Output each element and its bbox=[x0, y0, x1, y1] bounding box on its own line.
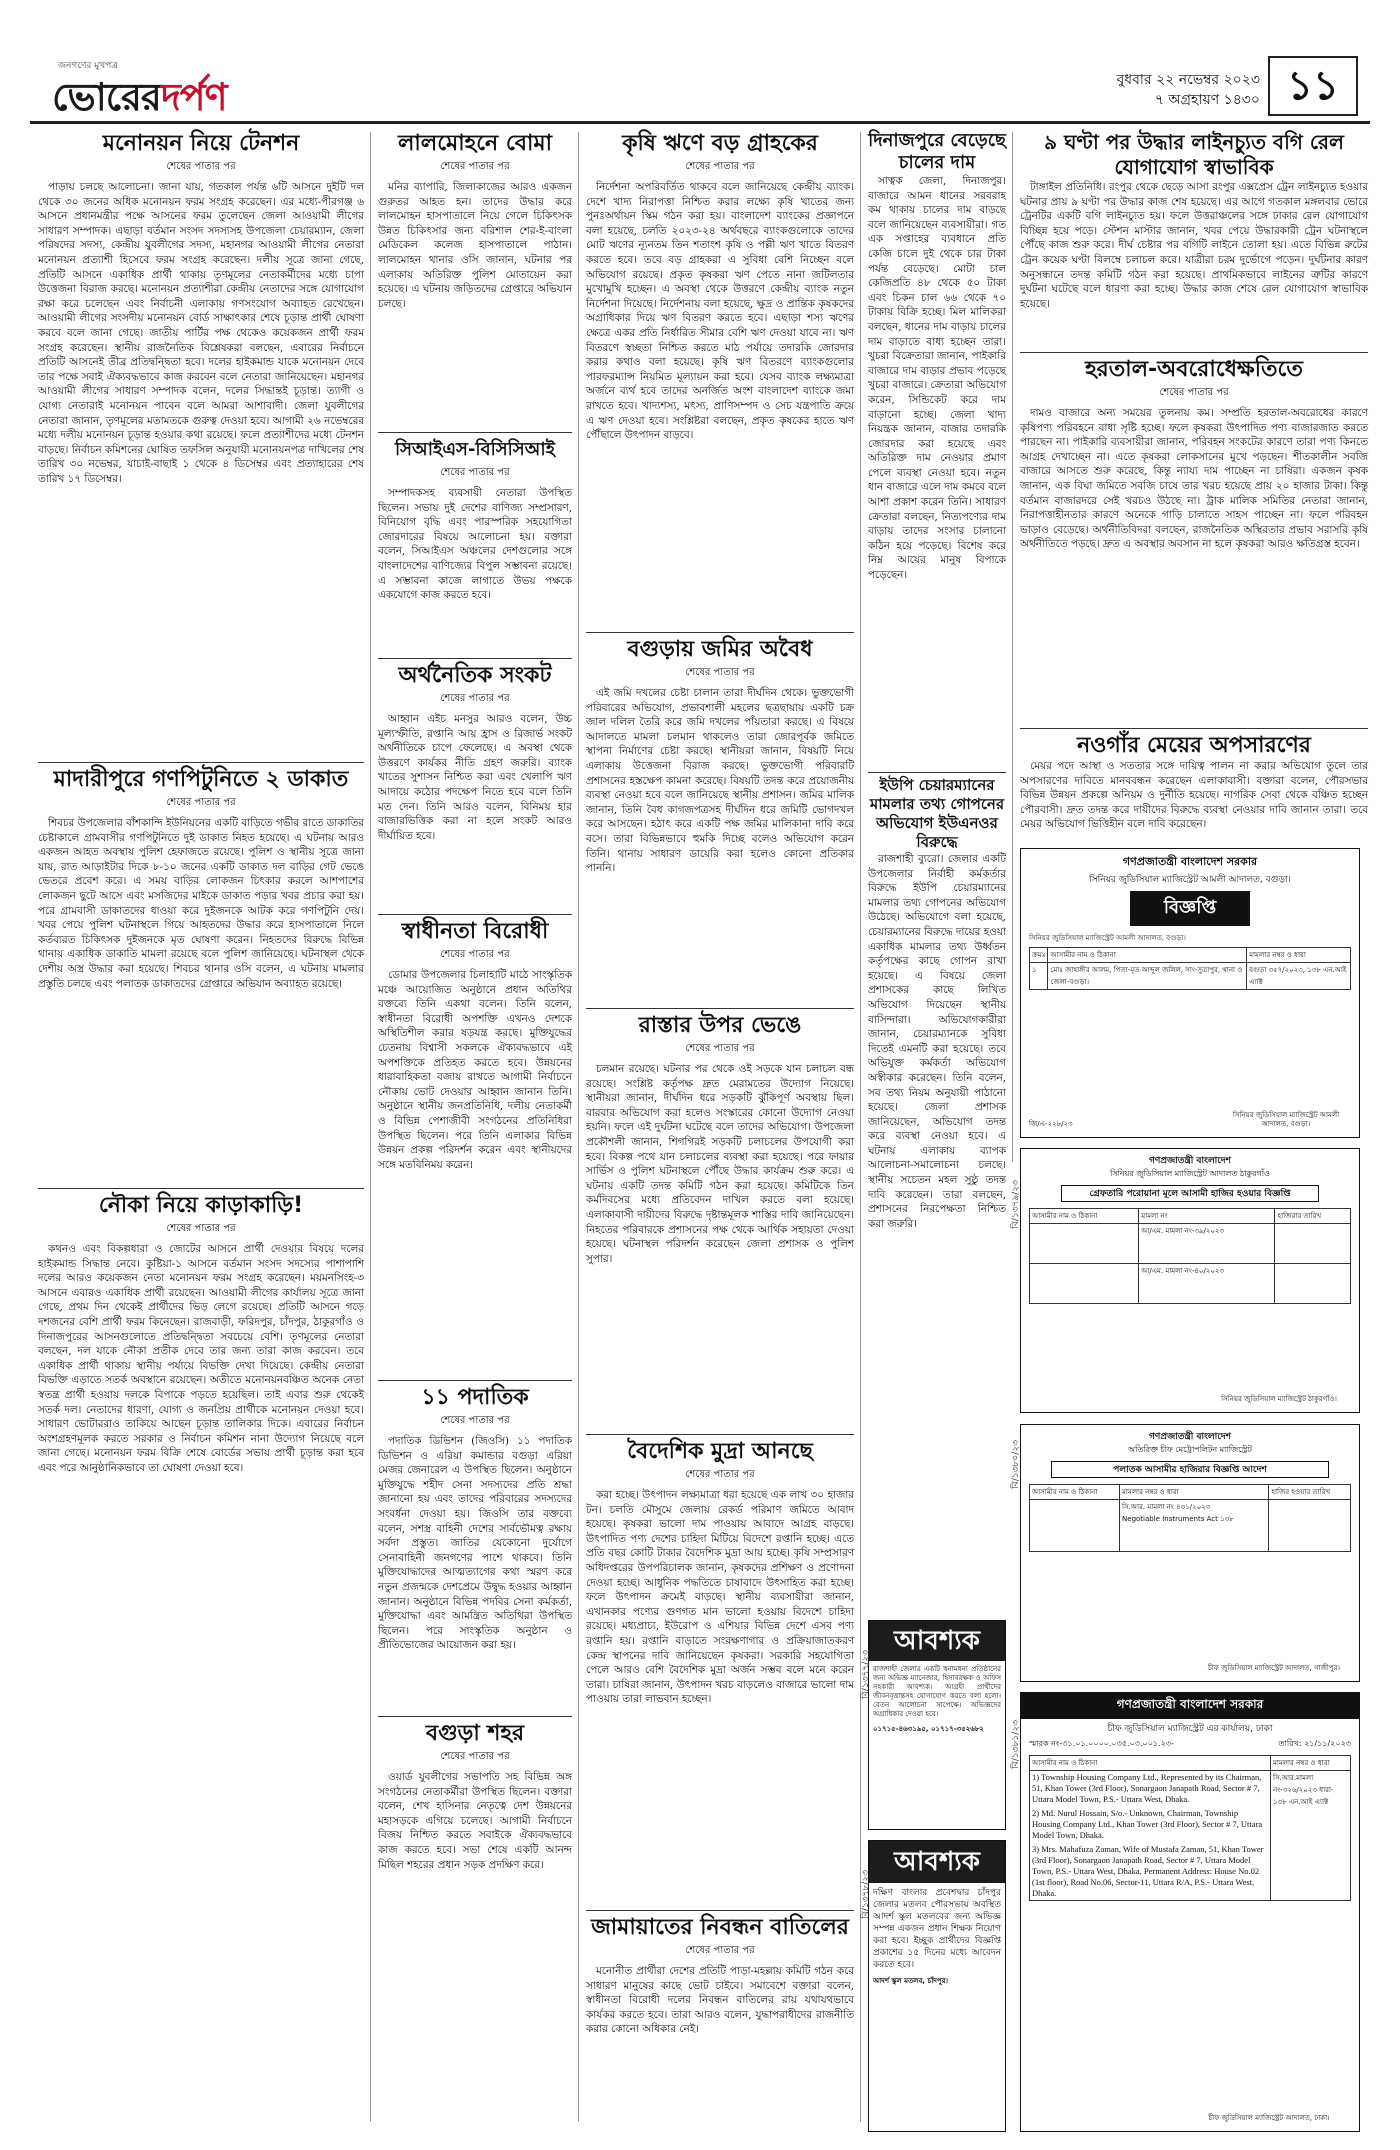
absconding-accused-ad bbox=[1020, 1424, 1360, 1682]
story-divider bbox=[378, 914, 572, 915]
ad-office: অতিরিক্ত চীফ মেট্রোপলিটন ম্যাজিস্ট্রেট bbox=[1128, 1445, 1252, 1454]
story-anti-liberation bbox=[378, 918, 572, 1378]
ad-office: সিনিয়র জুডিসিয়াল ম্যাজিস্ট্রেট আমলী আদালত, বগুড়া। bbox=[1089, 875, 1291, 885]
ad-table bbox=[1029, 947, 1351, 990]
township-court-notice bbox=[1020, 1692, 1360, 2132]
table-header: আসামীর নাম ও ঠিকানা bbox=[1030, 1485, 1120, 1500]
court-notice-ad bbox=[1020, 848, 1360, 1138]
page-number: ১১ bbox=[1268, 56, 1358, 116]
story-body: শিবচর উপজেলার বাঁশকান্দি ইউনিয়নের একটি বাড়িতে গভীর রাতে ডাকাতির চেষ্টাকালে গ্রামবাসীর গণপিটুনিতে দুই ডাকাত নিহত হয়েছে। এ ঘটনায় আরও একজন আহত অবস্থায় পুলিশ হেফাজতে রয়েছে। পুলিশ ও স্থানীয় সূত্রে জানা যায়, রাত আড়াইটার দিকে ৮-১০ জনের একটি ডাকাত দল বাড়ির গেট ভেঙে ভেতরে প্রবেশ করে। এ সময় বাড়ির লোকজন চিৎকার করলে আশপাশের লোকজন ছুটে আসে এবং মসজিদের মাইকে ডাকাত পড়ার খবর প্রচার করা হয়। পরে গ্রামবাসী ডাকাতদের ধাওয়া করে দুইজনকে আটক করে গণপিটুনি দেয়। খবর পেয়ে পুলিশ ঘটনাস্থলে গিয়ে আহতদের উদ্ধার করে হাসপাতালে নিলে কর্তব্যরত চিকিৎসক দুইজনকে মৃত ঘোষণা করেন। নিহতদের বিরুদ্ধে বিভিন্ন থানায় একাধিক ডাকাতি মামলা রয়েছে বলে পুলিশ জানিয়েছে। ঘটনাস্থল থেকে দেশীয় অস্ত্র উদ্ধার করা হয়েছে। শিবচর থানার ওসি বলেন, এ ঘটনায় মামলার প্রস্তুতি চলছে এবং পলাতক ডাকাতদের গ্রেপ্তারে অভিযান অব্যাহত রয়েছে। bbox=[38, 817, 364, 990]
story-body: পাড়ায় চলছে আলোচনা। জানা যায়, গতকাল পর্যন্ত ৬টি আসনে দুইটি দল থেকে ৩০ জনের অধিক মনোনয়ন ফরম সংগ্রহ করেছেন। এর মধ্যে-পীরগঞ্জ ৬ আসনে প্রধানমন্ত্রীর পক্ষে আসনের ফরম তুলেছেন জেলা আওয়ামী লীগের সাধারণ সম্পাদক। এছাড়া বর্তমান সংসদ সদস্যসহ উপজেলা চেয়ারম্যান, জেলা পরিষদের সদস্য, কেন্দ্রীয় যুবলীগের সদস্য, মহানগর আওয়ামী লীগের নেতারা মনোনয়ন প্রত্যাশী হিসেবে ফরম সংগ্রহ করেছেন। দলীয় সূত্রে জানা গেছে, প্রতিটি আসনে একাধিক প্রার্থী থাকায় তৃণমূলের নেতাকর্মীদের মধ্যে চাপা উত্তেজনা বিরাজ করছে। মনোনয়ন প্রত্যাশীরা কেন্দ্রীয় নেতাদের সঙ্গে যোগাযোগ রক্ষা করে চলেছেন এবং নির্বাচনী এলাকায় গণসংযোগ অব্যাহত রেখেছেন। আওয়ামী লীগের সংসদীয় মনোনয়ন বোর্ড সাক্ষাৎকার শেষে চূড়ান্ত প্রার্থী ঘোষণা করবে বলে জানা গেছে। জাতীয় পার্টির পক্ষ থেকেও কয়েকজন প্রার্থী ফরম সংগ্রহ করেছেন। স্থানীয় রাজনৈতিক বিশ্লেষকরা বলছেন, এবারের নির্বাচনে প্রতিটি আসনেই তীব্র প্রতিদ্বন্দ্বিতা হবে। দলের হাইকমান্ড যাকে মনোনয়ন দেবে তার পক্ষে সবাই ঐক্যবদ্ধভাবে কাজ করবেন বলে নেতারা জানিয়েছেন। মহানগর আওয়ামী লীগের সাধারণ সম্পাদক বলেন, দলের সিদ্ধান্তই চূড়ান্ত। ত্যাগী ও যোগ্য নেতারাই মনোনয়ন পাবেন বলে আমরা আশাবাদী। জেলা যুবলীগের নেতারা জানান, তৃণমূলের মতামতকে গুরুত্ব দেওয়া হবে। আগামী ২৬ নভেম্বরের মধ্যে দলীয় মনোনয়ন চূড়ান্ত হওয়ার কথা রয়েছে। ফলে প্রত্যাশীদের মধ্যে টেনশন বাড়ছে। নির্বাচন কমিশনের ঘোষিত তফসিল অনুযায়ী মনোনয়নপত্র দাখিলের শেষ তারিখ ৩০ নভেম্বর, যাচাই-বাছাই ১ থেকে ৪ ডিসেম্বর এবং প্রত্যাহারের শেষ তারিখ ১৭ ডিসেম্বর। bbox=[38, 181, 364, 485]
table-cell bbox=[1030, 1264, 1139, 1304]
continuation-label: শেষের পাতার পর bbox=[685, 1945, 755, 1956]
case-no: সি.আর. মামলা নং ৪৩১/২০২৩ bbox=[1122, 1503, 1211, 1511]
story-up-chairman bbox=[868, 776, 1006, 1230]
continuation-label: শেষের পাতার পর bbox=[440, 467, 510, 478]
headline[interactable]: সিআইএস-বিসিসিআই bbox=[394, 439, 556, 460]
table-cell bbox=[1275, 1224, 1351, 1264]
headline[interactable]: রাস্তার উপর ভেঙে bbox=[638, 1013, 802, 1038]
ad-code: বি/১৩৮১/২৩ bbox=[1011, 1720, 1021, 1769]
ad-signature: চীফ জুডিসিয়াল ম্যাজিস্ট্রেট আদালত, গাজীপুর। bbox=[1208, 1664, 1340, 1672]
logo-part2: দর্পণ bbox=[160, 75, 227, 119]
table-cell bbox=[1269, 1500, 1351, 1552]
story-body: আহ্বান এইচ মনসুর আরও বলেন, উচ্চ মূল্যস্ফীতি, রপ্তানি আয় হ্রাস ও রিজার্ভ সংকট অর্থনীতিকে চাপে ফেলেছে। এ অবস্থা থেকে উত্তরণে কার্যকর নীতি গ্রহণ জরুরি। ব্যাংক খাতের সুশাসন নিশ্চিত করা এবং খেলাপি ঋণ আদায়ে কঠোর পদক্ষেপ নিতে হবে বলে তিনি মত দেন। তিনি আরও বলেন, বিনিময় হার বাজারভিত্তিক করা না হলে সংকট আরও দীর্ঘায়িত হবে। bbox=[378, 713, 572, 842]
accused-1: 1) Township Housing Company Ltd., Represented by its Chairman, 51, Khan Tower (3rd Floor), Sonargaon Janapath Road, Sector # 7, Uttara Model Town, P.S.- Uttara West, Dhaka. bbox=[1032, 1772, 1262, 1804]
story-dinajpur-rice bbox=[868, 130, 1006, 770]
ad-table bbox=[1029, 1755, 1351, 1901]
masthead bbox=[30, 52, 1370, 124]
story-divider bbox=[868, 772, 1006, 773]
court-warrant-ad bbox=[1020, 1148, 1360, 1413]
ad-body: দক্ষিণ বাংলার প্রবেশদ্বার চাঁদপুর জেলার মতলব পৌরসভায় অবস্থিত আদর্শ স্কুল মতলবের জন্য অভিজ্ঞ সম্পন্ন একজন প্রধান শিক্ষক নিয়োগ করা হবে। ইচ্ছুক প্রার্থীদের বিজ্ঞপ্তি প্রকাশের ১৫ দিনের মধ্যে আবেদন করতে হবে। bbox=[873, 1888, 1001, 1970]
continuation-label: শেষের পাতার পর bbox=[440, 1415, 510, 1426]
ad-title: গ্রেফতারি পরোয়ানা মূলে আসামী হাজির হওয়ার বিজ্ঞপ্তি bbox=[1061, 1185, 1319, 1202]
ad-office: চীফ জুডিসিয়াল ম্যাজিস্ট্রেট এর কার্যালয়, ঢাকা bbox=[1107, 1724, 1273, 1734]
ad-footer: জি/এ-২২৮/২৩ bbox=[1029, 1120, 1073, 1128]
story-agri-loan bbox=[586, 130, 854, 630]
headline[interactable]: অর্থনৈতিক সংকট bbox=[398, 663, 552, 688]
story-cis-bcci bbox=[378, 436, 572, 656]
column-divider bbox=[578, 132, 579, 2122]
table-header: মামলা নং bbox=[1139, 1209, 1275, 1224]
ad-title: আবশ্যক bbox=[869, 1621, 1005, 1661]
story-body: মনোনীত প্রার্থীরা দেশের প্রতিটি পাড়া-মহল্লায় কমিটি গঠন করে সাধারণ মানুষের কাছে ভোট চাইবে। সমাবেশে বক্তারা বলেন, স্বাধীনতা বিরোধী দলের নিবন্ধন বাতিলের রায় যথাযথভাবে কার্যকর করতে হবে। তারা আরও বলেন, যুদ্ধাপরাধীদের রাজনীতি করার কোনো অধিকার নেই। bbox=[586, 1965, 854, 2036]
ad-header: গণপ্রজাতন্ত্রী বাংলাদেশ bbox=[1149, 1432, 1231, 1442]
table-header: হাজিরার তারিখ bbox=[1275, 1209, 1351, 1224]
ad-code: বি/১৩৭৭/২৩ bbox=[861, 1650, 871, 1699]
table-cell: মোঃ জাহাঙ্গীর আলম, পিতা-মৃত আব্দুল জলিল, সাং-সুত্রাপুর, থানা ও জেলা-বগুড়া। bbox=[1048, 963, 1247, 990]
job-wanted-ad-1 bbox=[868, 1620, 1006, 1830]
logo-tagline: জনগণের মুখপত্র bbox=[58, 61, 118, 71]
story-body: ওয়ার্ড যুবলীগের সভাপতি সহ বিভিন্ন অঙ্গ সংগঠনের নেতাকর্মীরা উপস্থিত ছিলেন। বক্তারা বলেন, শেখ হাসিনার নেতৃত্বে দেশ উন্নয়নের মহাসড়কে এগিয়ে চলেছে। আগামী নির্বাচনে বিজয় নিশ্চিত করতে সবাইকে ঐক্যবদ্ধভাবে কাজ করতে হবে। সভা শেষে একটি আনন্দ মিছিল শহরের প্রধান সড়ক প্রদক্ষিণ করে। bbox=[378, 1771, 572, 1871]
continuation-label: শেষের পাতার পর bbox=[440, 693, 510, 704]
story-bogura-land bbox=[586, 636, 854, 1006]
continuation-label: শেষের পাতার পর bbox=[685, 161, 755, 172]
story-madaripur-robbers bbox=[38, 766, 364, 1186]
table-header: আসামীর নাম ও ঠিকানা bbox=[1030, 1756, 1271, 1771]
story-divider bbox=[378, 1380, 572, 1381]
story-body: টাঙ্গাইল প্রতিনিধি। রংপুর থেকে ছেড়ে আসা রংপুর এক্সপ্রেস ট্রেন লাইনচ্যুত হওয়ার ঘটনার প্রায় ৯ ঘণ্টা পর উদ্ধার কাজ শেষ হয়েছে। এর আগে গতকাল মঙ্গলবার ভোরে ট্রেনটির একটি বগি লাইনচ্যুত হয়। ফলে উত্তরাঞ্চলের সঙ্গে ঢাকার রেল যোগাযোগ বিচ্ছিন্ন হয়ে পড়ে। স্টেশন মাস্টার জানান, খবর পেয়ে উদ্ধারকারী ট্রেন ঘটনাস্থলে পৌঁছে কাজ শুরু করে। দীর্ঘ চেষ্টার পর বগিটি লাইনে তোলা হয়। এতে বিভিন্ন রুটের ট্রেন কয়েক ঘণ্টা বিলম্বে চলাচল করে। যাত্রীরা চরম দুর্ভোগে পড়েন। দুর্ঘটনার কারণ অনুসন্ধানে তদন্ত কমিটি গঠন করা হয়েছে। প্রাথমিকভাবে লাইনের ত্রুটির কারণে দুর্ঘটনা ঘটেছে বলে ধারণা করা হচ্ছে। উদ্ধার কাজ শেষে রেল যোগাযোগ স্বাভাবিক হয়েছে। bbox=[1020, 181, 1368, 310]
table-cell bbox=[1120, 1500, 1269, 1552]
ad-signature: সিনিয়র জুডিসিয়াল ম্যাজিস্ট্রেট আমলী আদালত, বগুড়া। bbox=[1232, 1111, 1340, 1128]
ad-phone[interactable]: ০১৭১৫-৪৬৩১৯৫, ০১৭১৭-৩৫২৬৮২ bbox=[873, 1725, 984, 1733]
accused-2: 2) Md. Nurul Hossain, S/o.- Unknown, Chairman, Township Housing Company Ltd., Khan Tower (3rd Floor), Sector # 7, Uttara Model Town, Dhaka. bbox=[1032, 1808, 1263, 1840]
headline[interactable]: জামায়াতের নিবন্ধন বাতিলের bbox=[591, 1915, 849, 1940]
table-cell: ১ bbox=[1030, 963, 1048, 990]
headline[interactable]: বগুড়ায় জমির অবৈধ bbox=[627, 637, 813, 662]
table-cell bbox=[1030, 1224, 1139, 1264]
story-jamaat-registration bbox=[586, 1914, 854, 2132]
headline[interactable]: হরতাল-অবরোধেক্ষতিতে bbox=[1085, 357, 1303, 382]
continuation-label: শেষের পাতার পর bbox=[166, 1223, 236, 1234]
headline[interactable]: নওগাঁর মেয়ের অপসারণের bbox=[1077, 733, 1311, 758]
story-body: কথনও এবং বিকল্পধারা ও জোটের আসনে প্রার্থী দেওয়ার বিষয়ে দলের হাইকমান্ড সিদ্ধান্ত নেবে। কুষ্টিয়া-১ আসনে বর্তমান সংসদ সদস্যের পাশাপাশি দলের আরও কয়েকজন নেতা মনোনয়ন ফরম সংগ্রহ করেছেন। ময়মনসিংহ-৩ আসনে এবারও একাধিক প্রার্থী রয়েছেন। আওয়ামী লীগের কার্যালয় সূত্রে জানা গেছে, প্রথম দিন থেকেই প্রার্থীদের ভিড় লেগে রয়েছে। প্রতিটি আসনে গড়ে দশজনের বেশি প্রার্থী ফরম কিনেছেন। রাজবাড়ী, ফরিদপুর, চাঁদপুর, ঠাকুরগাঁও ও দিনাজপুরের আসনগুলোতে প্রতিদ্বন্দ্বিতা সবচেয়ে বেশি। তৃণমূলের নেতারা বলছেন, দল যাকে নৌকা প্রতীক দেবে তার জন্য তারা কাজ করবেন। তবে একাধিক প্রার্থী থাকায় স্থানীয় পর্যায়ে বিভক্তি দেখা দিয়েছে। কেন্দ্রীয় নেতারা বিভক্তি এড়াতে সতর্ক অবস্থানে রয়েছেন। অতীতে মনোনয়নবঞ্চিত অনেক নেতা স্বতন্ত্র প্রার্থী হওয়ায় দলকে বিপাকে পড়তে হয়েছিল। তাই এবার শুরু থেকেই সতর্ক দল। নেতাদের ধারণা, যোগ্য ও জনপ্রিয় প্রার্থীকে মনোনয়ন দেওয়া হবে। সাধারণ ভোটাররাও তাকিয়ে আছেন চূড়ান্ত তালিকার দিকে। এবারের নির্বাচন অংশগ্রহণমূলক করতে সরকার ও নির্বাচন কমিশন নানা উদ্যোগ নিয়েছে বলে জানা গেছে। মনোনয়ন ফরম বিক্রি শেষে বোর্ডের সভায় প্রার্থী চূড়ান্ত করা হবে এবং পরে আনুষ্ঠানিকভাবে তা ঘোষণা দেওয়া হবে। bbox=[38, 1243, 364, 1474]
headline[interactable]: লালমোহনে বোমা bbox=[398, 131, 552, 156]
table-cell: বগুড়া ৩৫৭/২০২৩, ১৩৮ এন.আই এ্যাক্ট bbox=[1247, 963, 1351, 990]
story-divider bbox=[38, 762, 364, 763]
story-divider bbox=[586, 1434, 854, 1435]
accused-3: 3) Mrs. Mahafuza Zaman, Wife of Mustafa Zaman, 51, Khan Tower (3rd Floor), Sonargaon Janapath Road, Sector # 7, Uttara Model Town, P.S.- Uttara West, Dhaka, Permanent Address: House No.02 (1st floor), Road No.06, Sector-11, Uttara R/A, P.S.- Uttara West, Dhaka. bbox=[1032, 1844, 1264, 1898]
ad-title: পলাতক আসামীর হাজিরার বিজ্ঞপ্তি আদেশ bbox=[1051, 1461, 1329, 1478]
continuation-label: শেষের পাতার পর bbox=[685, 1043, 755, 1054]
column-divider bbox=[860, 132, 861, 2122]
table-header: আসামীর নাম ও ঠিকানা bbox=[1030, 1209, 1139, 1224]
ad-date: তারিখ: ২১/১১/২০২৩ bbox=[1278, 1739, 1351, 1748]
story-naogaon-mayor bbox=[1020, 732, 1368, 842]
story-body: পদাতিক ডিভিশন (জিওসি) ১১ পদাতিক ডিভিশন ও এরিয়া কমান্ডার বগুড়া এরিয়া মেজর জেনারেল এ উপস্থিত ছিলেন। অনুষ্ঠানে মুক্তিযুদ্ধে শহীদ সেনা সদস্যদের প্রতি শ্রদ্ধা জানানো হয় এবং তাদের পরিবারের সদস্যদের সংবর্ধনা দেওয়া হয়। জিওসি তার বক্তব্যে বলেন, সশস্ত্র বাহিনী দেশের সার্বভৌমত্ব রক্ষায় সর্বদা প্রস্তুত। জাতির যেকোনো দুর্যোগে সেনাবাহিনী জনগণের পাশে থাকবে। তিনি মুক্তিযোদ্ধাদের আত্মত্যাগের কথা স্মরণ করে নতুন প্রজন্মকে দেশপ্রেমে উদ্বুদ্ধ হওয়ার আহ্বান জানান। অনুষ্ঠানে বিভিন্ন পদবির সেনা কর্মকর্তা, মুক্তিযোদ্ধা এবং আমন্ত্রিত অতিথিরা উপস্থিত ছিলেন। পরে সাংস্কৃতিক অনুষ্ঠান ও প্রীতিভোজের আয়োজন করা হয়। bbox=[378, 1435, 572, 1652]
headline[interactable]: নৌকা নিয়ে কাড়াকাড়ি! bbox=[98, 1193, 304, 1218]
table-cell: আ/এম. মামলা নং-৪০/২০২৩ bbox=[1139, 1264, 1275, 1304]
story-body: এই জমি দখলের চেষ্টা চালান তারা দীর্ঘদিন থেকে। ভুক্তভোগী পরিবারের অভিযোগ, প্রভাবশালী মহলের ছত্রছায়ায় একটি চক্র জাল দলিল তৈরি করে জমি দখলের পাঁয়তারা করছে। এ বিষয়ে আদালতে মামলা চলমান থাকলেও তারা জোরপূর্বক জমিতে স্থাপনা নির্মাণের চেষ্টা করছে। স্থানীয়রা জানান, বিষয়টি নিয়ে এলাকায় উত্তেজনা বিরাজ করছে। ভুক্তভোগী পরিবারটি প্রশাসনের হস্তক্ষেপ কামনা করেছে। বিষয়টি তদন্ত করে প্রয়োজনীয় ব্যবস্থা নেওয়া হবে বলে জানিয়েছে স্থানীয় প্রশাসন। জমির মালিক জানান, তিনি বৈধ কাগজপত্রসহ দীর্ঘদিন ধরে জমিটি ভোগদখল করে আসছেন। হঠাৎ করে একটি পক্ষ জমির মালিকানা দাবি করে বসে। তারা বিভিন্নভাবে হুমকি দিচ্ছে বলেও অভিযোগ করেন তিনি। থানায় সাধারণ ডায়েরি করা হলেও কোনো প্রতিকার পাননি। bbox=[586, 687, 854, 875]
story-divider bbox=[378, 432, 572, 433]
headline[interactable]: বগুড়া শহর bbox=[425, 1721, 525, 1746]
ad-code: বি/১৩৭৯/২৩ bbox=[1011, 1180, 1021, 1229]
issue-date bbox=[1116, 70, 1260, 110]
story-body: নির্দেশনা অপরিবর্তিত থাকবে বলে জানিয়েছে কেন্দ্রীয় ব্যাংক। দেশে খাদ্য নিরাপত্তা নিশ্চিত করার লক্ষ্যে কৃষি খাতের জন্য পুনঃঅর্থায়ন স্কিম গঠন করা হয়। বাংলাদেশ ব্যাংকের প্রজ্ঞাপনে বলা হয়েছে, চলতি ২০২৩-২৪ অর্থবছরে ব্যাংকগুলোকে তাদের মোট ঋণের ন্যূনতম তিন শতাংশ কৃষি ও পল্লী ঋণ খাতে বিতরণ করতে হবে। তবে বড় গ্রাহকরা এ সুবিধা বেশি নিচ্ছেন বলে অভিযোগ রয়েছে। প্রকৃত কৃষকরা ঋণ পেতে নানা জটিলতার মুখোমুখি হচ্ছেন। এ অবস্থা থেকে উত্তরণে কেন্দ্রীয় ব্যাংক নতুন নির্দেশনা দিয়েছে। নির্দেশনায় বলা হয়েছে, ক্ষুদ্র ও প্রান্তিক কৃষকদের অগ্রাধিকার দিয়ে ঋণ বিতরণ করতে হবে। এছাড়া শস্য ঋণের ক্ষেত্রে একর প্রতি নির্ধারিত সীমার বেশি ঋণ দেওয়া যাবে না। ঋণ বিতরণে স্বচ্ছতা নিশ্চিত করতে মাঠ পর্যায়ে তদারকি জোরদার করার কথাও বলা হয়েছে। কৃষি ঋণ বিতরণে ব্যাংকগুলোর পারফরম্যান্স নিয়মিত মূল্যায়ন করা হবে। যেসব ব্যাংক লক্ষ্যমাত্রা অর্জনে ব্যর্থ হবে তাদের অনর্জিত অংশ বাংলাদেশ ব্যাংকে জমা রাখতে হবে। খাদ্যশস্য, মৎস্য, প্রাণিসম্পদ ও সেচ যন্ত্রপাতি ক্রয়ে এ ঋণ দেওয়া হবে। সংশ্লিষ্টরা বলছেন, প্রকৃত কৃষকের হাতে ঋণ পৌঁছালে উৎপাদন বাড়বে। bbox=[586, 181, 854, 442]
ad-header: গণপ্রজাতন্ত্রী বাংলাদেশ সরকার bbox=[1021, 1693, 1359, 1719]
story-body: মেয়র পদে আস্থা ও সততার সঙ্গে দায়িত্ব পালন না করার অভিযোগ তুলে তার অপসারণের দাবিতে মানববন্ধন করেছেন এলাকাবাসী। বক্তারা বলেন, পৌরসভার বিভিন্ন উন্নয়ন প্রকল্পে অনিয়ম ও দুর্নীতি হয়েছে। নাগরিক সেবা থেকে বঞ্চিত হচ্ছেন পৌরবাসী। দ্রুত তদন্ত করে দায়ীদের বিরুদ্ধে ব্যবস্থা নেওয়ার দাবি জানান তারা। তবে মেয়র অভিযোগ ভিত্তিহীন বলে দাবি করেছেন। bbox=[1020, 760, 1368, 831]
story-divider bbox=[378, 1716, 572, 1717]
continuation-label: শেষের পাতার পর bbox=[1159, 387, 1229, 398]
newspaper-logo[interactable] bbox=[52, 52, 312, 119]
table-cell bbox=[1030, 1500, 1120, 1552]
continuation-label: শেষের পাতার পর bbox=[685, 667, 755, 678]
continuation-label: শেষের পাতার পর bbox=[166, 797, 236, 808]
story-boat-scramble bbox=[38, 1192, 364, 2132]
logo-wordmark bbox=[52, 68, 227, 132]
ad-contact: আদর্শ স্কুল মতলব, চাঁদপুর। bbox=[873, 1977, 949, 1985]
date-bengali: ৭ অগ্রহায়ণ ১৪৩০ bbox=[1154, 92, 1260, 108]
ad-intro bbox=[1021, 930, 1359, 947]
ad-signature: সিনিয়র জুডিসিয়াল ম্যাজিস্ট্রেট ঠাকুরগাঁও। bbox=[1221, 1395, 1337, 1403]
story-body: দামও বাজারে অন্য সময়ের তুলনায় কম। সম্প্রতি হরতাল-অবরোধের কারণে কৃষিপণ্য পরিবহনে বাধা সৃষ্টি হচ্ছে। ফলে কৃষকরা উৎপাদিত পণ্য বাজারজাত করতে পারছেন না। পাইকারি ব্যবসায়ীরা জানান, পরিবহন সংকটের কারণে তারা পণ্য কিনতে আগ্রহ দেখাচ্ছেন না। এতে কৃষকরা লোকসানের মুখে পড়ছেন। শীতকালীন সবজি বাজারে আসতে শুরু করেছে, কিন্তু ন্যায্য দাম পাচ্ছেন না চাষিরা। একজন কৃষক জানান, এক বিঘা জমিতে সবজি চাষে তার খরচ হয়েছে প্রায় ২০ হাজার টাকা। কিন্তু বর্তমান বাজারদরে সেই খরচও উঠছে না। ট্রাক মালিক সমিতির নেতারা জানান, নিরাপত্তাহীনতার কারণে অনেকে গাড়ি চালাতে সাহস পাচ্ছেন না। ফলে পরিবহন ভাড়াও বেড়েছে। অর্থনীতিবিদরা বলছেন, রাজনৈতিক অস্থিরতার প্রভাব সরাসরি কৃষি অর্থনীতিতে পড়ছে। দ্রুত এ অবস্থার অবসান না হলে কৃষকরা আরও ক্ষতিগ্রস্ত হবেন। bbox=[1020, 407, 1368, 551]
headline[interactable]: স্বাধীনতা বিরোধী bbox=[401, 919, 549, 944]
story-divider bbox=[1020, 728, 1368, 729]
story-body: ডোমার উপজেলার চিলাহাটি মাঠে সাংস্কৃতিক মঞ্চে আয়োজিত অনুষ্ঠানে প্রধান অতিথির বক্তব্যে তিনি একথা বলেন। তিনি বলেন, স্বাধীনতা বিরোধী অপশক্তি এখনও দেশকে অস্থিতিশীল করার ষড়যন্ত্র করছে। মুক্তিযুদ্ধের চেতনায় বিশ্বাসী সকলকে ঐক্যবদ্ধভাবে এই অপশক্তিকে প্রতিহত করতে হবে। উন্নয়নের ধারাবাহিকতা বজায় রাখতে আগামী নির্বাচনে নৌকায় ভোট দেওয়ার আহ্বান জানান তিনি। অনুষ্ঠানে স্থানীয় জনপ্রতিনিধি, দলীয় নেতাকর্মী ও বিভিন্ন পেশাজীবী সংগঠনের প্রতিনিধিরা উপস্থিত ছিলেন। পরে তিনি এলাকার বিভিন্ন উন্নয়ন প্রকল্প পরিদর্শন করেন এবং স্থানীয়দের সঙ্গে মতবিনিময় করেন। bbox=[378, 969, 572, 1171]
ad-signature: চীফ জুডিসিয়াল ম্যাজিস্ট্রেট আদালত, ঢাকা। bbox=[1208, 2114, 1330, 2122]
table-header: মামলার নম্বর ও ধারা bbox=[1120, 1485, 1269, 1500]
table-header: মামলার নম্বর ও ধারা bbox=[1247, 948, 1351, 963]
headline[interactable]: ৯ ঘণ্টা পর উদ্ধার লাইনচ্যুত বগি রেল যোগাযোগ স্বাভাবিক bbox=[1044, 130, 1344, 179]
story-foreign-currency bbox=[586, 1438, 854, 1908]
ad-table bbox=[1029, 1208, 1351, 1304]
story-divider bbox=[1020, 352, 1368, 353]
story-divider bbox=[378, 658, 572, 659]
ad-code: বি/১৩৭৮/২৩ bbox=[861, 1870, 871, 1919]
continuation-label: শেষের পাতার পর bbox=[166, 161, 236, 172]
story-economic-crisis bbox=[378, 662, 572, 912]
logo-part1: ভোরের bbox=[52, 75, 161, 119]
story-divider bbox=[586, 1008, 854, 1009]
continuation-label: শেষের পাতার পর bbox=[440, 949, 510, 960]
story-lalmohan-bomb bbox=[378, 130, 572, 430]
column-divider bbox=[370, 132, 371, 2122]
story-11-infantry bbox=[378, 1384, 572, 1714]
story-divider bbox=[586, 632, 854, 633]
story-body: সাত্বক জেলা, দিনাজপুর। বাজারে আমন ধানের সরবরাহ কম থাকায় চালের দাম বাড়ছে বলে জানিয়েছেন ব্যবসায়ীরা। গত এক সপ্তাহের ব্যবধানে প্রতি কেজি চালে দুই থেকে চার টাকা পর্যন্ত বেড়েছে। মোটা চাল কেজিপ্রতি ৪৮ থেকে ৫০ টাকা এবং চিকন চাল ৬৬ থেকে ৭০ টাকায় বিক্রি হচ্ছে। মিল মালিকরা বলছেন, ধানের দাম বাড়ায় চালের দাম বাড়াতে বাধ্য হচ্ছেন তারা। খুচরা বিক্রেতারা জানান, পাইকারি বাজারে দাম বাড়ার প্রভাব পড়েছে খুচরা বাজারে। ক্রেতারা অভিযোগ করেন, সিন্ডিকেট করে দাম বাড়ানো হচ্ছে। জেলা খাদ্য নিয়ন্ত্রক জানান, বাজার তদারকি জোরদার করা হয়েছে এবং অতিরিক্ত দাম নেওয়ার প্রমাণ পেলে ব্যবস্থা নেওয়া হবে। নতুন ধান বাজারে এলে দাম কমবে বলে আশা প্রকাশ করেন তিনি। সাধারণ ক্রেতারা বলছেন, নিত্যপণ্যের দাম বাড়ায় তাদের সংসার চালানো কঠিন হয়ে পড়েছে। বিশেষ করে নিম্ন আয়ের মানুষ বিপাকে পড়েছেন। bbox=[868, 175, 1006, 582]
story-nomination-tension bbox=[38, 130, 364, 760]
case-act: Negotiable Instruments Act ১৩৮ bbox=[1122, 1515, 1234, 1523]
ad-header: গণপ্রজাতন্ত্রী বাংলাদেশ সরকার bbox=[1122, 855, 1258, 868]
story-body: মনির ব্যাপারি, জিলাকাজের আরও একজন গুরুতর আহত হন। তাদের উদ্ধার করে লালমোহন হাসপাতালে নিয়ে গেলে চিকিৎসক উন্নত চিকিৎসার জন্য বরিশাল শের-ই-বাংলা মেডিকেল কলেজ হাসপাতালে পাঠান। লালমোহন থানার ওসি জানান, ঘটনার পর এলাকায় অতিরিক্ত পুলিশ মোতায়েন করা হয়েছে। এ ঘটনায় জড়িতদের গ্রেপ্তারে অভিযান চলছে। bbox=[378, 181, 572, 310]
continuation-label: শেষের পাতার পর bbox=[440, 1751, 510, 1762]
ad-intro-text: সিনিয়র জুডিসিয়াল ম্যাজিস্ট্রেট আমলী আদালত, বগুড়া। bbox=[1029, 934, 1186, 942]
ad-body: রাজশাহী জেলার একটি স্বনামধন্য প্রতিষ্ঠানের জন্য অভিজ্ঞ ম্যানেজার, হিসাবরক্ষক ও অফিস সহকারী আবশ্যক। আগ্রহী প্রার্থীদের জীবনবৃত্তান্তসহ যোগাযোগ করতে বলা হলো। বেতন আলোচনা সাপেক্ষে। অভিজ্ঞদের অগ্রাধিকার দেওয়া হবে। bbox=[873, 1665, 1001, 1718]
headline[interactable]: বৈদেশিক মুদ্রা আনছে bbox=[627, 1439, 813, 1464]
story-body: সম্পাদকসহ ব্যবসায়ী নেতারা উপস্থিত ছিলেন। সভায় দুই দেশের বাণিজ্য সম্প্রসারণ, বিনিয়োগ বৃদ্ধি এবং পারস্পরিক সহযোগিতা জোরদারের বিষয়ে আলোচনা হয়। বক্তারা বলেন, সিআইএস অঞ্চলের দেশগুলোর সঙ্গে বাংলাদেশের বাণিজ্যের বিপুল সম্ভাবনা রয়েছে। এ সম্ভাবনা কাজে লাগাতে উভয় পক্ষকে একযোগে কাজ করতে হবে। bbox=[378, 487, 572, 602]
headline[interactable]: কৃষি ঋণে বড় গ্রাহকের bbox=[622, 131, 818, 156]
continuation-label: শেষের পাতার পর bbox=[685, 1469, 755, 1480]
headline[interactable]: দিনাজপুরে বেড়েছে চালের দাম bbox=[868, 130, 1006, 173]
date-gregorian: বুধবার ২২ নভেম্বর ২০২৩ bbox=[1116, 72, 1260, 88]
ad-table bbox=[1029, 1484, 1351, 1552]
headline[interactable]: ইউপি চেয়ারম্যানের মামলার তথ্য গোপনের অভিযোগ ইউএনওর বিরুদ্ধে bbox=[869, 776, 1005, 851]
ad-code: বি/১৩৮০/২৩ bbox=[1011, 1440, 1021, 1489]
column-divider bbox=[1012, 132, 1013, 1162]
continuation-label: শেষের পাতার পর bbox=[440, 161, 510, 172]
ad-title: বিজ্ঞপ্তি bbox=[1130, 891, 1250, 926]
ad-title: আবশ্যক bbox=[869, 1841, 1005, 1883]
table-cell bbox=[1275, 1264, 1351, 1304]
story-road-break bbox=[586, 1012, 854, 1432]
table-cell: আ/এম. মামলা নং-৩৯/২০২৩ bbox=[1139, 1224, 1275, 1264]
story-train-derail bbox=[1020, 130, 1368, 350]
headline[interactable]: মনোনয়ন নিয়ে টেনশন bbox=[102, 131, 300, 156]
story-divider bbox=[38, 1188, 364, 1189]
story-bogura-city bbox=[378, 1720, 572, 2132]
table-header: হাজির হওয়ার তারিখ bbox=[1269, 1485, 1351, 1500]
table-header: ক্রমঃ bbox=[1030, 948, 1048, 963]
headline[interactable]: ১১ পদাতিক bbox=[421, 1385, 529, 1410]
story-hartal-loss bbox=[1020, 356, 1368, 726]
ad-office: সিনিয়র জুডিসিয়াল ম্যাজিস্ট্রেট আদালত ঠাকুরগাঁও bbox=[1110, 1169, 1270, 1178]
table-header: আসামীর নাম ও ঠিকানা bbox=[1048, 948, 1247, 963]
job-wanted-ad-2 bbox=[868, 1840, 1006, 2132]
ad-header: গণপ্রজাতন্ত্রী বাংলাদেশ bbox=[1149, 1156, 1231, 1166]
table-cell bbox=[1030, 1771, 1271, 1901]
ad-ref-row bbox=[1021, 1736, 1359, 1753]
table-cell: সি.আর.মামলা নং-৩২৬/২০২৩ ধারা- ১৩৮ এন.আই এ্যাক্ট bbox=[1271, 1771, 1351, 1901]
story-body: চলমান রয়েছে। ঘটনার পর থেকে ওই সড়কে যান চলাচল বন্ধ রয়েছে। সংশ্লিষ্ট কর্তৃপক্ষ দ্রুত মেরামতের উদ্যোগ নিয়েছে। স্থানীয়রা জানান, দীর্ঘদিন ধরে সড়কটি ঝুঁকিপূর্ণ অবস্থায় ছিল। বারবার অভিযোগ করা হলেও সংস্কারের কোনো উদ্যোগ নেওয়া হয়নি। ফলে এই দুর্ঘটনা ঘটেছে বলে তাদের অভিযোগ। উপজেলা প্রকৌশলী জানান, শিগগিরই সড়কটি চলাচলের উপযোগী করা হবে। বিকল্প পথে যান চলাচলের ব্যবস্থা করা হয়েছে। পরে ফায়ার সার্ভিস ও পুলিশ ঘটনাস্থলে পৌঁছে উদ্ধার কার্যক্রম শুরু করে। এ ঘটনায় একটি তদন্ত কমিটি গঠন করা হয়েছে। কমিটিকে তিন কর্মদিবসের মধ্যে প্রতিবেদন দাখিল করতে বলা হয়েছে। এলাকাবাসী দায়ীদের বিরুদ্ধে দৃষ্টান্তমূলক শাস্তির দাবি জানিয়েছেন। নিহতের পরিবারকে প্রশাসনের পক্ষ থেকে আর্থিক সহায়তা দেওয়া হয়েছে। ঘটনাস্থল পরিদর্শন করেছেন জেলা প্রশাসক ও পুলিশ সুপার। bbox=[586, 1063, 854, 1265]
story-body: করা হচ্ছে। উৎপাদন লক্ষ্যমাত্রা ধরা হয়েছে এক লাখ ৩০ হাজার টন। চলতি মৌসুমে জেলায় রেকর্ড পরিমাণ জমিতে আবাদ হয়েছে। কৃষকরা ভালো দাম পাওয়ায় আবাদে আগ্রহ বাড়ছে। উৎপাদিত পণ্য দেশের চাহিদা মিটিয়ে বিদেশে রপ্তানি হচ্ছে। এতে প্রতি বছর কোটি টাকার বৈদেশিক মুদ্রা আয় হচ্ছে। কৃষি সম্প্রসারণ অধিদপ্তরের উপপরিচালক জানান, কৃষকদের প্রশিক্ষণ ও প্রণোদনা দেওয়া হচ্ছে। আধুনিক পদ্ধতিতে চাষাবাদে উৎসাহিত করা হচ্ছে। ফলে উৎপাদন ক্রমেই বাড়ছে। স্থানীয় ব্যবসায়ীরা জানান, এখানকার পণ্যের গুণগত মান ভালো হওয়ায় বিদেশে চাহিদা রয়েছে। মধ্যপ্রাচ্য, ইউরোপ ও এশিয়ার বিভিন্ন দেশে এসব পণ্য রপ্তানি হয়। রপ্তানি বাড়াতে সংরক্ষণাগার ও প্রক্রিয়াজাতকরণ কেন্দ্র স্থাপনের দাবি জানিয়েছেন কৃষকরা। সরকারি সহযোগিতা পেলে আরও বেশি বৈদেশিক মুদ্রা অর্জন সম্ভব বলে মনে করেন তারা। চাষিরা জানান, উৎপাদন খরচ বাড়লেও বাজারে ভালো দাম পাওয়ায় তারা লাভবান হচ্ছেন। bbox=[586, 1489, 854, 1706]
headline[interactable]: মাদারীপুরে গণপিটুনিতে ২ ডাকাত bbox=[53, 767, 349, 792]
story-body: রাজশাহী ব্যুরো। জেলার একটি উপজেলার নির্বাহী কর্মকর্তার বিরুদ্ধে ইউপি চেয়ারম্যানের মামলার তথ্য গোপনের অভিযোগ উঠেছে। অভিযোগে বলা হয়েছে, চেয়ারম্যানের বিরুদ্ধে দায়ের হওয়া একাধিক মামলার তথ্য উর্ধ্বতন কর্তৃপক্ষের কাছে গোপন রাখা হয়েছে। এ বিষয়ে জেলা প্রশাসকের কাছে লিখিত অভিযোগ দিয়েছেন স্থানীয় বাসিন্দারা। অভিযোগকারীরা জানান, চেয়ারম্যানকে সুবিধা দিতেই এমনটি করা হয়েছে। তবে অভিযুক্ত কর্মকর্তা অভিযোগ অস্বীকার করেছেন। তিনি বলেন, সব তথ্য নিয়ম অনুযায়ী পাঠানো হয়েছে। জেলা প্রশাসক জানিয়েছেন, অভিযোগ তদন্ত করে ব্যবস্থা নেওয়া হবে। এ ঘটনায় এলাকায় ব্যাপক আলোচনা-সমালোচনা চলছে। স্থানীয় সচেতন মহল সুষ্ঠু তদন্ত দাবি করেছেন। তারা বলছেন, প্রশাসনের নিরপেক্ষতা নিশ্চিত করা জরুরি। bbox=[868, 853, 1006, 1230]
table-header: মামলার নম্বর ও ধারা bbox=[1271, 1756, 1351, 1771]
story-divider bbox=[586, 1910, 854, 1911]
ad-ref: স্মারক নং-৩১.০১.০০০০.০৩৫.০৩.০০১.২৩- bbox=[1029, 1739, 1174, 1748]
